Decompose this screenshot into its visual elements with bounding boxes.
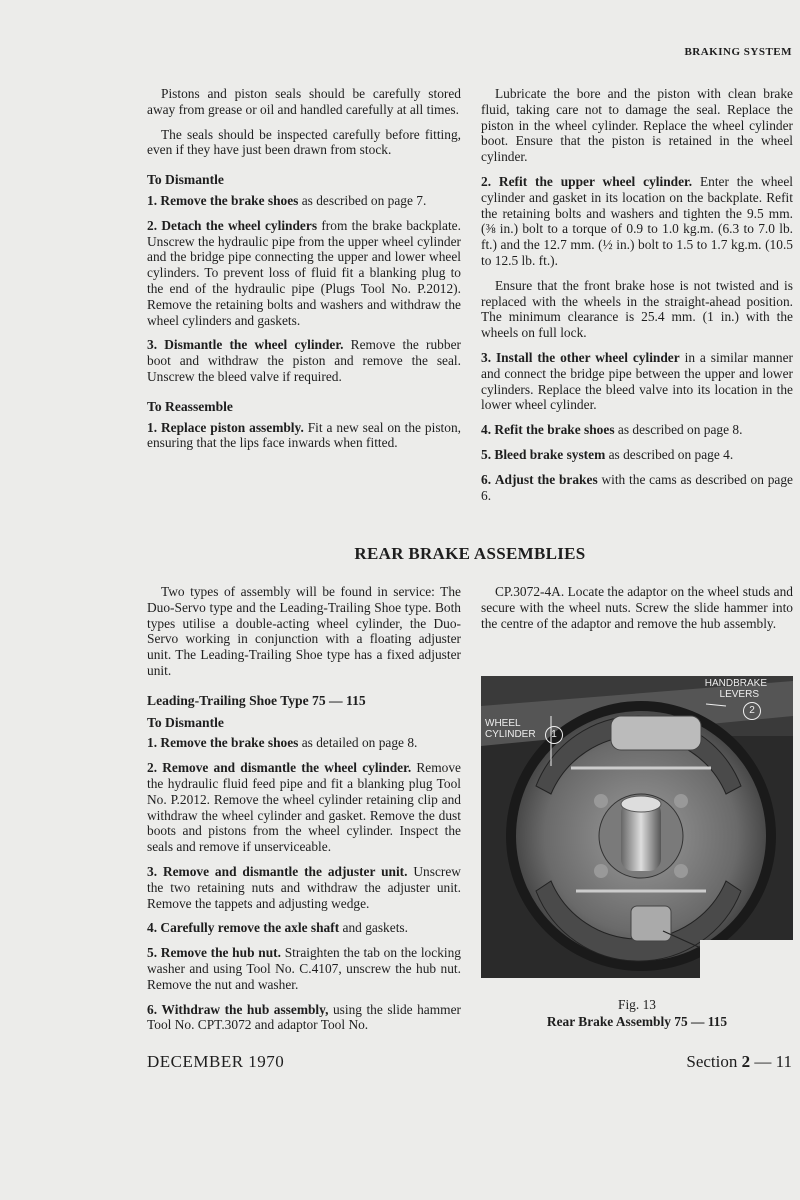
- footer-page-number: — 11: [750, 1052, 792, 1071]
- step-text: using the slide hammer Tool No. CPT.3072 and adaptor Tool No.: [147, 1001, 461, 1033]
- procedure-step: [481, 447, 793, 463]
- step-number: 4.: [147, 920, 158, 936]
- step-heading: Install the other wheel cylinder: [495, 349, 680, 365]
- step-text: as described on page 7.: [298, 192, 427, 208]
- step-heading: Dismantle the wheel cylinder.: [164, 337, 344, 353]
- paragraph: Two types of assembly will be found in service: The Duo-Servo type and the Leading-Trailing Shoe type. Both types utilise a double-acting wheel cylinder, the Duo-Servo working in conjunction with a floating adjuster unit. The Leading-Trailing Shoe type has a fixed adjuster unit.: [147, 584, 461, 678]
- procedure-step: [147, 735, 461, 751]
- step-number: 3.: [147, 337, 158, 353]
- paragraph: Pistons and piston seals should be carefully stored away from grease or oil and handled carefully at all times.: [147, 86, 461, 117]
- procedure-step: [147, 193, 461, 209]
- step-text: Enter the wheel cylinder and gasket in its location on the backplate. Refit the retaining bolts and washers and tighten the 9.5 mm. (⅜ in.) bolt to a torque of 0.9 to 1.0 kg.m. (6.3 to 7.0 lb. ft.) and the 12.7 mm. (½ in.) bolt to 1.5 to 1.7 kg.m. (10.5 to 12.5 lb. ft.).: [481, 173, 793, 268]
- step-number: 5.: [147, 945, 158, 961]
- step-heading: Remove the hub nut.: [160, 945, 281, 961]
- step-number: 1.: [147, 419, 158, 435]
- step-number: 2.: [481, 173, 492, 189]
- step-heading: Bleed brake system: [494, 446, 606, 462]
- step-heading: Replace piston assembly.: [160, 419, 304, 435]
- footer-section-num: 2: [741, 1052, 751, 1071]
- procedure-step: [147, 920, 461, 936]
- step-text: as described on page 4.: [605, 446, 734, 462]
- label-handbrake-levers: [691, 678, 767, 700]
- paragraph: Ensure that the front brake hose is not twisted and is replaced with the wheels in the straight-ahead position. The minimum clearance is 25.4 mm. (1 in.) with the wheels on full lock.: [481, 277, 793, 341]
- procedure-step: [147, 945, 461, 992]
- column-3: [147, 584, 461, 1042]
- step-number: 6.: [481, 471, 492, 487]
- subheading: To Dismantle: [147, 172, 224, 188]
- subheading: To Dismantle: [147, 714, 224, 730]
- label-handbrake-line1: HANDBRAKE: [704, 678, 767, 689]
- procedure-step: [147, 218, 461, 329]
- paragraph: Lubricate the bore and the piston with clean brake fluid, taking care not to damage the seal. Replace the piston in the wheel cylinder. Replace the wheel cylinder boot. Ensure that the piston is retained in the wheel cylinder.: [481, 86, 793, 165]
- step-heading: Remove the brake shoes: [160, 735, 299, 751]
- procedure-step: [147, 760, 461, 855]
- procedure-step: [481, 350, 793, 413]
- subheading: Leading-Trailing Shoe Type 75 — 115: [147, 692, 366, 708]
- step-heading: Detach the wheel cylinders: [161, 217, 318, 233]
- figure-number: Fig. 13: [618, 997, 656, 1012]
- figure-caption: Rear Brake Assembly 75 — 115: [546, 1014, 728, 1029]
- step-number: 5.: [481, 446, 492, 462]
- step-number: 3.: [147, 863, 158, 879]
- step-text: Remove the rubber boot and withdraw the piston and remove the seal. Unscrew the bleed valve if required.: [147, 337, 461, 384]
- procedure-step: [147, 420, 461, 452]
- label-handbrake-line2: LEVERS: [719, 689, 759, 700]
- step-heading: Refit the upper wheel cylinder.: [498, 173, 693, 189]
- step-heading: Remove and dismantle the adjuster unit.: [162, 863, 408, 879]
- step-number: 4.: [481, 422, 492, 438]
- step-text: Remove the hydraulic fluid feed pipe and fit a blanking plug Tool No. P.2012. Remove the wheel cylinder retaining clip and withdraw the wheel cylinder and gasket. Remove the dust boots and pistons from the wheel cylinder. Inspect the seals and remove if unserviceable.: [147, 760, 461, 855]
- paragraph: The seals should be inspected carefully before fitting, even if they have just been drawn from stock.: [147, 126, 461, 158]
- column-1: [147, 86, 461, 460]
- label-wheel-line2: CYLINDER: [485, 729, 536, 740]
- photo-corner-cutout: [700, 940, 793, 978]
- footer-date: DECEMBER 1970: [147, 1052, 285, 1071]
- procedure-step: [481, 472, 793, 504]
- step-number: 2.: [147, 217, 158, 233]
- step-text: Straighten the tab on the locking washer and using Tool No. C.4107, unscrew the hub nut. Remove the nut and washer.: [147, 945, 461, 992]
- step-heading: Remove the brake shoes: [160, 192, 299, 208]
- step-heading: Remove and dismantle the wheel cylinder.: [162, 760, 412, 776]
- step-text: Fit a new seal on the piston, ensuring that the lips face inwards when fitted.: [147, 419, 461, 451]
- footer-section: [686, 1052, 792, 1072]
- step-text: in a similar manner and connect the bridge pipe between the upper and lower cylinders. Replace the bleed valve into its location in the lower wheel cylinder.: [481, 349, 793, 413]
- callout-1: 1: [545, 726, 563, 744]
- step-text: and gaskets.: [339, 920, 408, 936]
- procedure-step: [147, 1002, 461, 1034]
- callout-2: 2: [743, 702, 761, 720]
- step-heading: Withdraw the hub assembly,: [161, 1001, 329, 1017]
- step-number: 1.: [147, 735, 158, 751]
- step-heading: Adjust the brakes: [494, 471, 598, 487]
- step-text: as described on page 8.: [614, 422, 743, 438]
- step-text: Unscrew the two retaining nuts and withdraw the adjuster unit. Remove the tappets and adjusting wedge.: [147, 863, 461, 911]
- column-4: [481, 584, 793, 640]
- footer-section-prefix: Section: [686, 1052, 742, 1071]
- section-title: REAR BRAKE ASSEMBLIES: [354, 544, 586, 563]
- label-wheel-cylinder: [485, 718, 536, 740]
- label-wheel-line1: WHEEL: [485, 718, 521, 729]
- step-number: 2.: [147, 760, 158, 776]
- procedure-step: [147, 864, 461, 911]
- step-number: 6.: [147, 1001, 158, 1017]
- step-heading: Refit the brake shoes: [494, 422, 615, 438]
- running-header: BRAKING SYSTEM: [684, 46, 792, 58]
- step-text: with the cams as described on page 6.: [481, 471, 793, 503]
- procedure-step: [481, 422, 793, 438]
- procedure-step: [147, 337, 461, 384]
- step-heading: Carefully remove the axle shaft: [160, 920, 340, 936]
- step-number: 1.: [147, 192, 158, 208]
- procedure-step: [481, 174, 793, 269]
- paragraph: CP.3072-4A. Locate the adaptor on the wheel studs and secure with the wheel nuts. Screw the slide hammer into the centre of the adaptor and remove the hub assembly.: [481, 584, 793, 631]
- subheading: To Reassemble: [147, 398, 233, 414]
- step-text: from the brake backplate. Unscrew the hydraulic pipe from the upper wheel cylinder and the bridge pipe connecting the upper and lower wheel cylinders. To prevent loss of fluid fit a blanking plug to the end of the hydraulic pipe (Plugs Tool No. P.2012). Remove the retaining bolts and washers and withdraw the wheel cylinders and gaskets.: [147, 217, 461, 328]
- step-number: 3.: [481, 349, 492, 365]
- column-2: [481, 86, 793, 512]
- step-text: as detailed on page 8.: [298, 735, 418, 751]
- brake-assembly-photo: [481, 676, 793, 978]
